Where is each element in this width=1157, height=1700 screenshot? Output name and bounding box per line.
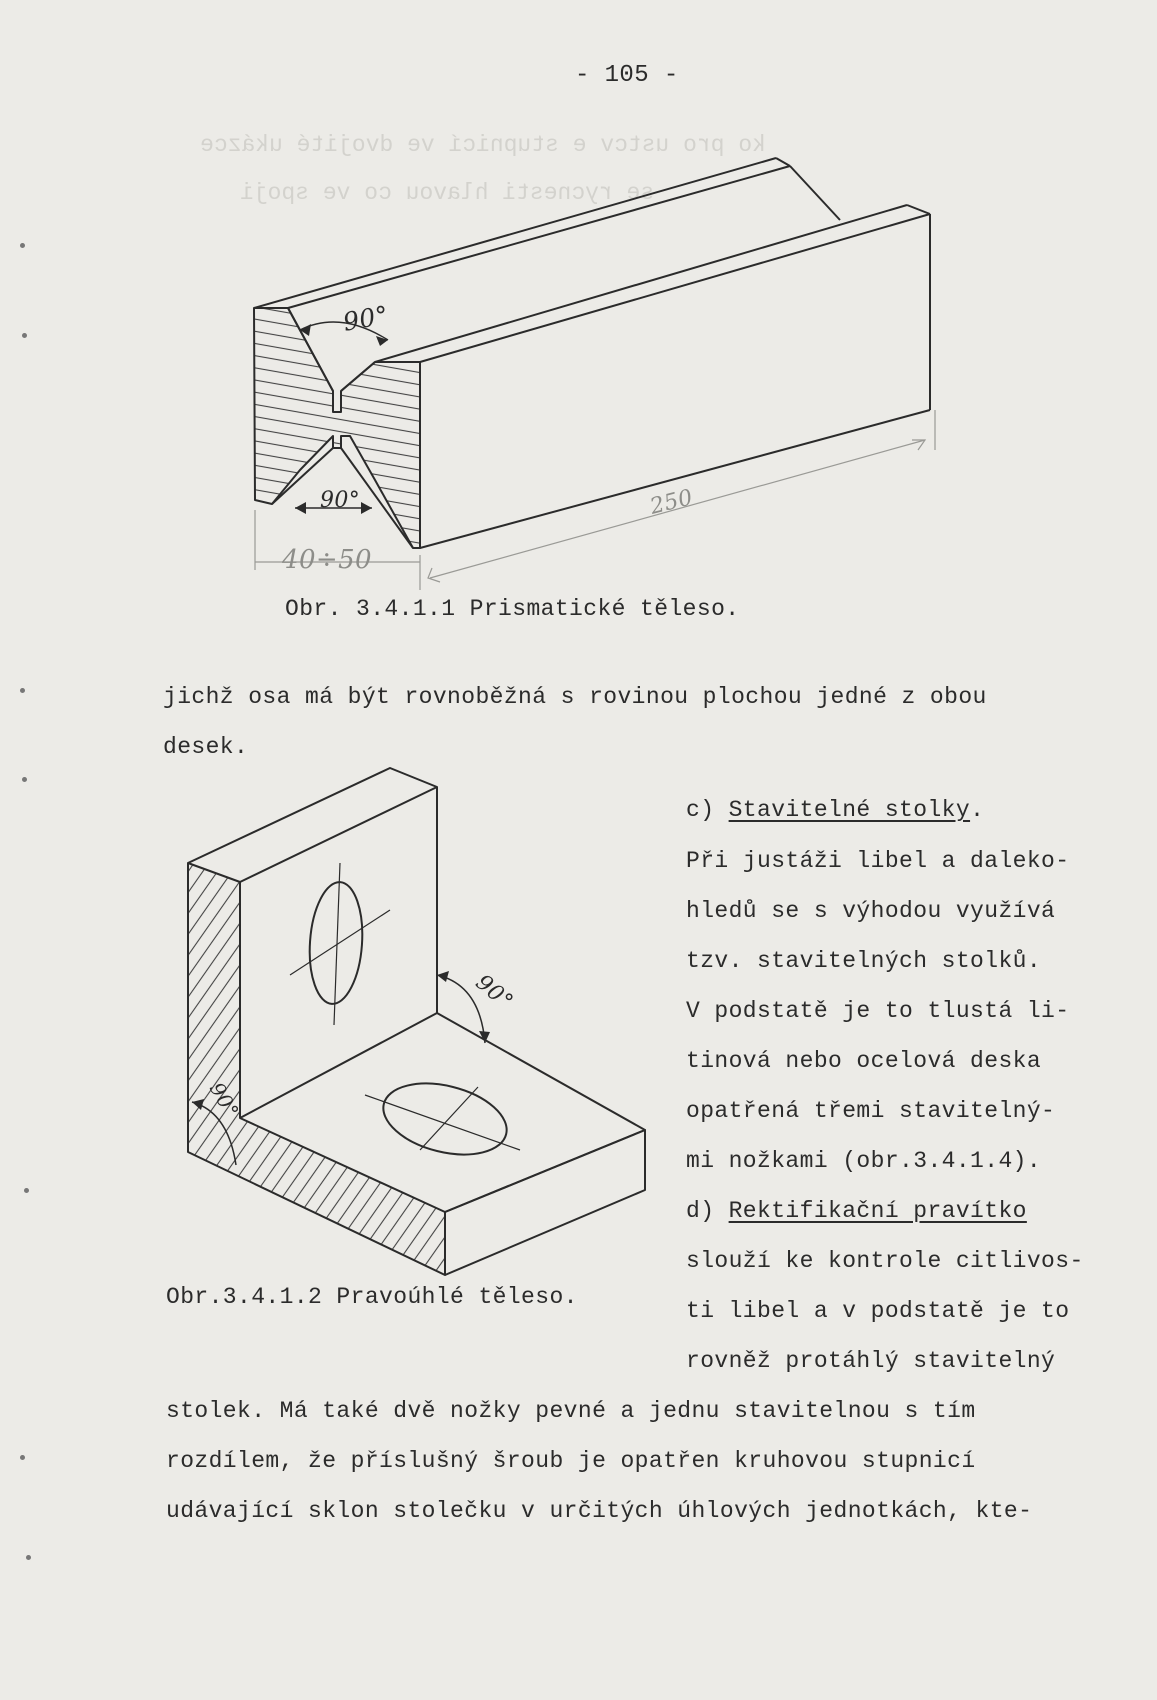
section-heading: Rektifikační pravítko: [728, 1198, 1027, 1224]
figure-caption-1: Obr. 3.4.1.1 Prismatické těleso.: [285, 596, 740, 622]
paragraph-line: rozdílem, že příslušný šroub je opatřen kruhovou stupnicí: [166, 1448, 976, 1474]
section-marker: c): [686, 797, 715, 823]
angle-label-bottom: 90°: [320, 488, 361, 513]
column-line: mi nožkami (obr.3.4.1.4).: [686, 1148, 1042, 1174]
angle-label-left: 90°: [204, 1078, 244, 1122]
paragraph-line: jichž osa má být rovnoběžná s rovinou plochou jedné z obou: [163, 684, 987, 710]
figure-caption-2: Obr.3.4.1.2 Pravoúhlé těleso.: [166, 1284, 578, 1310]
section-d-heading-line: [686, 1198, 1027, 1224]
bleed-through-line: ko pro ustcv e stupnicí ve dvojité ukázce: [200, 132, 766, 158]
bleed-through-line: se rycnesti hlavou co ve spoji: [240, 180, 655, 206]
section-heading: Stavitelné stolky: [728, 797, 971, 823]
page-number: - 105 -: [575, 62, 679, 89]
column-line: rovněž protáhlý stavitelný: [686, 1348, 1056, 1374]
angle-label-top: 90°: [340, 300, 391, 337]
section-c-heading-line: [686, 797, 984, 823]
column-line: V podstatě je to tlustá li-: [686, 998, 1070, 1024]
column-line: Při justáži libel a daleko-: [686, 848, 1070, 874]
column-line: opatřená třemi stavitelný-: [686, 1098, 1056, 1124]
dimension-width: 40÷50: [282, 545, 372, 575]
angle-label-right: 90°: [470, 970, 518, 1015]
paragraph-line: desek.: [163, 734, 249, 760]
paragraph-line: stolek. Má také dvě nožky pevné a jednu stavitelnou s tím: [166, 1398, 976, 1424]
column-line: ti libel a v podstatě je to: [686, 1298, 1070, 1324]
column-line: slouží ke kontrole citlivos-: [686, 1248, 1084, 1274]
side-section-hatched: [188, 863, 445, 1275]
column-line: hledů se s výhodou využívá: [686, 898, 1056, 924]
dimension-length: 250: [647, 485, 696, 520]
paragraph-line: udávající sklon stolečku v určitých úhlových jednotkách, kte-: [166, 1498, 1033, 1524]
section-marker: d): [686, 1198, 715, 1224]
column-line: tzv. stavitelných stolků.: [686, 948, 1042, 974]
column-line: tinová nebo ocelová deska: [686, 1048, 1042, 1074]
heading-period: .: [970, 797, 985, 823]
